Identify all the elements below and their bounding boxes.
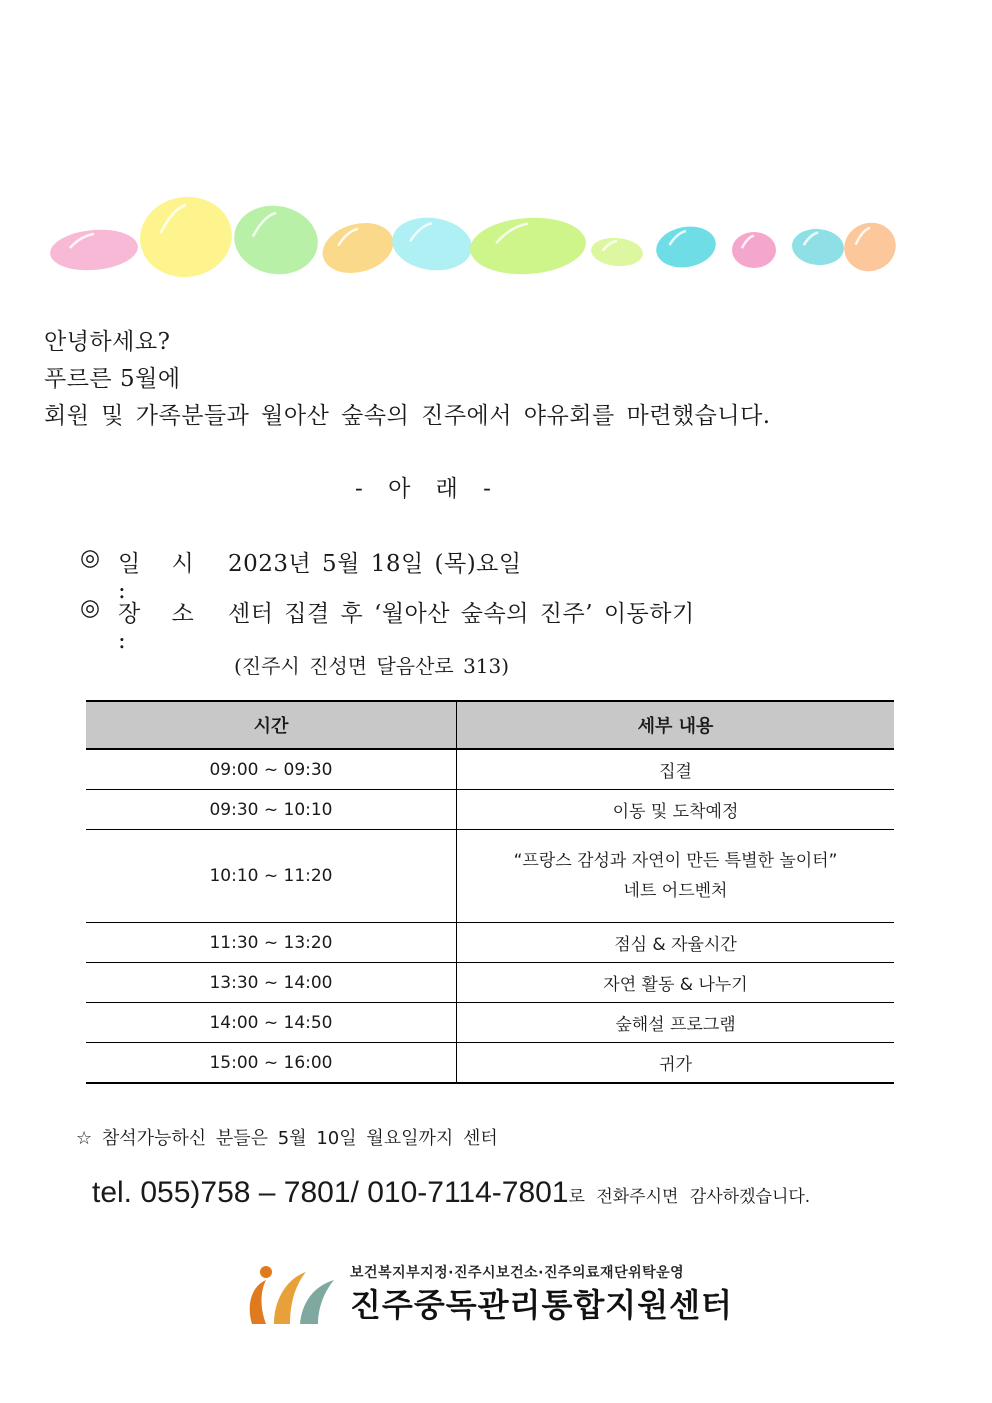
time-cell: 11:30 ~ 13:20 — [86, 923, 457, 963]
table-row — [86, 923, 894, 963]
address: (진주시 진성면 달음산로 313) — [234, 654, 510, 678]
column-header-time: 시간 — [86, 701, 457, 749]
detail-cell: 이동 및 도착예정 — [457, 790, 895, 830]
time-cell: 13:30 ~ 14:00 — [86, 963, 457, 1003]
greeting-line-2: 푸르른 5월에 — [44, 366, 181, 392]
place-info — [80, 595, 695, 654]
center-logo — [244, 1262, 733, 1326]
logo-text — [350, 1262, 733, 1326]
detail-cell: 숲해설 프로그램 — [457, 1003, 895, 1043]
logo-name: 진주중독관리통합지원센터 — [350, 1286, 733, 1324]
section-heading: - 아 래 - — [355, 476, 497, 502]
table-row — [86, 1043, 894, 1084]
greeting-line-1: 안녕하세요? — [44, 329, 171, 355]
phone-number: tel. 055)758 – 7801/ 010-7114-7801 — [92, 1176, 569, 1209]
schedule-table — [86, 700, 894, 1084]
time-cell: 15:00 ~ 16:00 — [86, 1043, 457, 1084]
logo-icon — [244, 1262, 342, 1326]
stone-shape — [48, 226, 139, 274]
table-header-row — [86, 701, 894, 749]
stone-shape — [135, 191, 237, 283]
rsvp-note: ☆ 참석가능하신 분들은 5월 10일 월요일까지 센터 — [76, 1128, 498, 1149]
table-row — [86, 1003, 894, 1043]
table-row — [86, 830, 894, 923]
stone-shape — [389, 213, 475, 276]
decorative-stones-banner — [0, 180, 992, 300]
table-row — [86, 749, 894, 790]
table-row — [86, 790, 894, 830]
time-cell: 14:00 ~ 14:50 — [86, 1003, 457, 1043]
logo-subtitle: 보건복지부지정·진주시보건소·진주의료재단위탁운영 — [350, 1265, 685, 1281]
time-cell: 09:00 ~ 09:30 — [86, 749, 457, 790]
stone-shape — [732, 232, 776, 268]
stone-shape — [590, 236, 644, 268]
detail-line-1: “프랑스 감성과 자연이 만든 특별한 놀이터” — [513, 851, 838, 871]
greeting-line-3: 회원 및 가족분들과 월아산 숲속의 진주에서 야유회를 마련했습니다. — [44, 403, 771, 429]
stone-shape — [653, 222, 719, 272]
time-cell: 10:10 ~ 11:20 — [86, 830, 457, 923]
detail-cell: 귀가 — [457, 1043, 895, 1084]
place-value: 센터 집결 후 ‘월아산 숲속의 진주’ 이동하기 — [228, 601, 695, 627]
bullet-icon: ◎ — [80, 545, 101, 571]
column-header-detail: 세부 내용 — [457, 701, 895, 749]
detail-cell: 집결 — [457, 749, 895, 790]
stone-shape — [229, 199, 324, 281]
date-value: 2023년 5월 18일 (목)요일 — [228, 551, 522, 577]
stone-shape — [837, 216, 902, 279]
place-label: 장 소 : — [118, 601, 206, 654]
bullet-icon: ◎ — [80, 595, 101, 621]
detail-cell — [457, 830, 895, 923]
detail-line-2: 네트 어드벤처 — [623, 881, 728, 901]
contact-suffix: 로 전화주시면 감사하겠습니다. — [568, 1187, 811, 1207]
date-label: 일 시 : — [118, 551, 206, 604]
stone-shape — [317, 216, 399, 281]
table-row — [86, 963, 894, 1003]
contact-line — [92, 1176, 810, 1210]
detail-cell: 점심 & 자율시간 — [457, 923, 895, 963]
detail-cell: 자연 활동 & 나누기 — [457, 963, 895, 1003]
time-cell: 09:30 ~ 10:10 — [86, 790, 457, 830]
